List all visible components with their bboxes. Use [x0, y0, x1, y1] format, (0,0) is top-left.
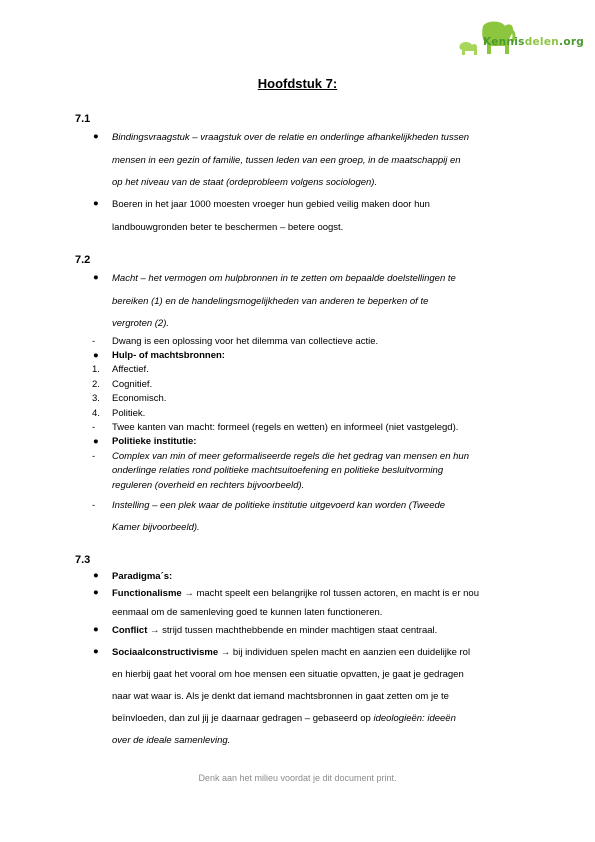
paragraph-line: Dwang is een oplossing voor het dilemma van collectieve actie. [112, 336, 379, 347]
dash-marker: - [92, 422, 96, 433]
list-item: Cognitief. [112, 379, 153, 390]
list-item: Politiek. [112, 408, 146, 419]
paragraph-line: landbouwgronden beter te beschermen – betere oogst. [112, 222, 344, 233]
paragraph-line: Hulp- of machtsbronnen: [112, 350, 225, 361]
bullet: ● [93, 131, 99, 142]
list-item: Economisch. [112, 393, 167, 404]
paragraph-line: Macht – het vermogen om hulpbronnen in te zetten om bepaalde doelstellingen te [112, 273, 456, 284]
bullet: ● [93, 646, 99, 657]
dash-marker: - [92, 336, 96, 347]
footer-note: Denk aan het milieu voordat je dit document print. [198, 773, 397, 783]
section-heading-7-3: 7.3 [75, 554, 91, 566]
paragraph-line: Bindingsvraagstuk – vraagstuk over de relatie en onderlinge afhankelijkheden tussen [112, 132, 470, 143]
paragraph-line: over de ideale samenleving. [112, 735, 231, 746]
dash-marker: - [92, 500, 96, 511]
paragraph-line: Instelling – een plek waar de politieke institutie uitgevoerd kan worden (Tweede [112, 500, 446, 511]
bullet: ● [93, 198, 99, 209]
logo-text: Kennisdelen.org [483, 36, 585, 48]
bullet: ● [93, 624, 99, 635]
list-number: 2. [92, 379, 100, 390]
paragraph-line: Boeren in het jaar 1000 moesten vroeger hun gebied veilig maken door hun [112, 199, 430, 210]
paragraph-line: beïnvloeden, dan zul jij je daarnaar gedragen – gebaseerd op ideologieën: ideeën [112, 713, 456, 724]
paragraph-line: vergroten (2). [112, 318, 170, 329]
bullet: ● [93, 272, 99, 283]
list-number: 1. [92, 364, 100, 375]
list-item: Affectief. [112, 364, 149, 375]
paragraph-line: Kamer bijvoorbeeld). [112, 522, 200, 533]
bullet: ● [93, 587, 99, 598]
paragraph-line: Complex van min of meer geformaliseerde regels die het gedrag van mensen en hun [112, 451, 469, 462]
bullet: ● [93, 350, 99, 361]
paragraph-line: naar wat waar is. Als je denkt dat iemand machtsbronnen in gaat zetten om je te [112, 691, 449, 702]
kennisdelen-logo [455, 18, 585, 60]
bullet: ● [93, 570, 99, 581]
paragraph-line: Conflict → strijd tussen machthebbende en minder machtigen staat centraal. [112, 625, 438, 636]
paragraph-line: reguleren (overheid en rechters bijvoorbeeld). [112, 480, 305, 491]
paragraph-line: Paradigma´s: [112, 571, 173, 582]
paragraph-line: Politieke institutie: [112, 436, 197, 447]
paragraph-line: en hierbij gaat het vooral om hoe mensen een situatie opvatten, je gaat je gedragen [112, 669, 464, 680]
paragraph-line: Twee kanten van macht: formeel (regels en wetten) en informeel (niet vastgelegd). [112, 422, 459, 433]
section-heading-7-2: 7.2 [75, 254, 91, 266]
dash-marker: - [92, 451, 96, 462]
section-heading-7-1: 7.1 [75, 113, 91, 125]
list-number: 3. [92, 393, 100, 404]
list-number: 4. [92, 408, 100, 419]
paragraph-line: Sociaalconstructivisme → bij individuen spelen macht en aanzien een duidelijke rol [112, 647, 471, 658]
paragraph-line: mensen in een gezin of familie, tussen leden van een groep, in de maatschappij en [112, 155, 461, 166]
paragraph-line: Functionalisme → macht speelt een belangrijke rol tussen actoren, en macht is er nou [112, 588, 479, 599]
bullet: ● [93, 436, 99, 447]
paragraph-line: eenmaal om de samenleving goed te kunnen laten functioneren. [112, 607, 383, 618]
paragraph-line: bereiken (1) en de handelingsmogelijkheden van anderen te beperken of te [112, 296, 429, 307]
page-title: Hoofdstuk 7: [257, 76, 338, 91]
paragraph-line: onderlinge relaties rond politieke machtsuitoefening en politieke besluitvorming [112, 465, 444, 476]
paragraph-line: op het niveau van de staat (ordeprobleem volgens sociologen). [112, 177, 378, 188]
